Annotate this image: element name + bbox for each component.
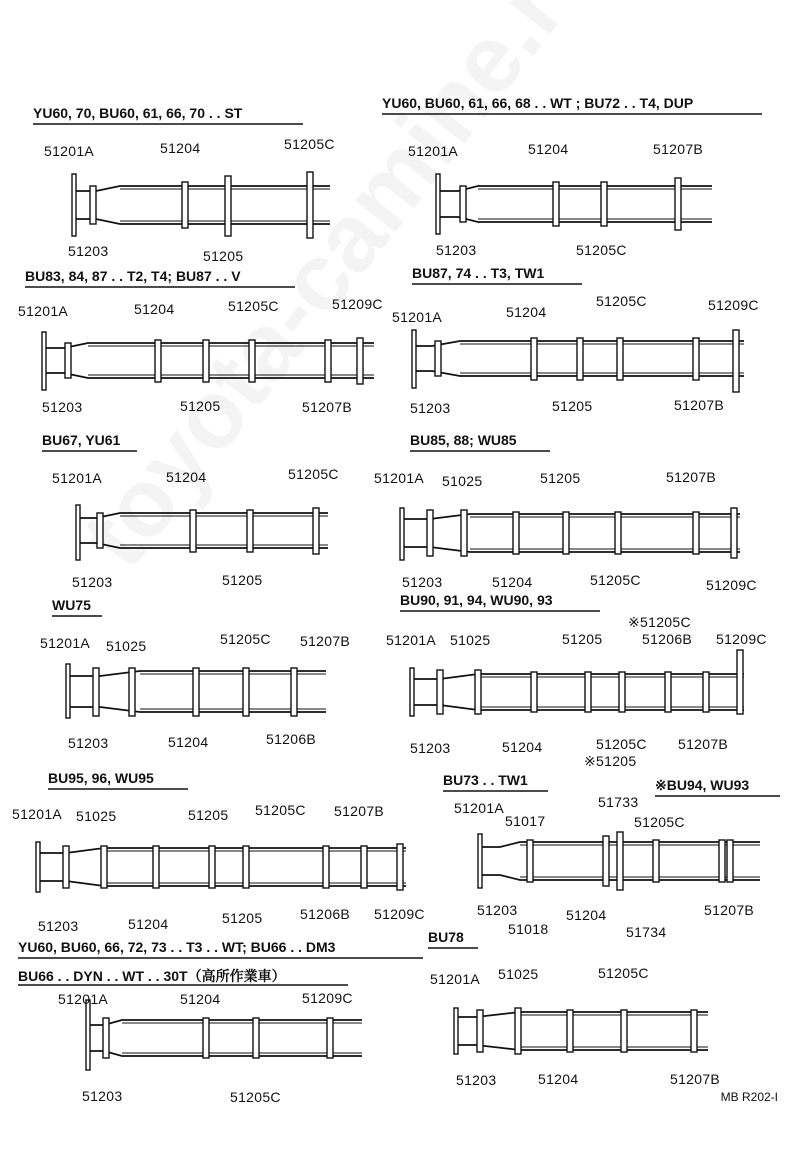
diagram-heading: BU85, 88; WU85 xyxy=(410,432,517,448)
diagram-heading: WU75 xyxy=(52,597,91,613)
part-number-label: 51201A xyxy=(392,309,443,325)
part-number-label: 51203 xyxy=(38,918,79,934)
part-number-label: 51205C xyxy=(230,1089,281,1105)
cross-member xyxy=(691,1010,697,1052)
cross-member xyxy=(103,1018,109,1058)
part-number-label: 51205 xyxy=(540,470,581,486)
cross-member xyxy=(357,338,363,384)
part-number-label: 51204 xyxy=(566,907,607,923)
part-number-label: 51205C xyxy=(220,631,271,647)
cross-member xyxy=(327,1018,333,1058)
cross-member xyxy=(531,338,537,380)
cross-member xyxy=(515,1008,521,1054)
part-number-label: 51203 xyxy=(410,740,451,756)
part-number-label: 51205C xyxy=(255,802,306,818)
part-number-label: 51207B xyxy=(653,141,704,157)
part-number-label: 51205C xyxy=(634,814,685,830)
part-number-label: 51203 xyxy=(456,1072,497,1088)
cross-member xyxy=(243,668,249,716)
part-number-label: 51205 xyxy=(222,910,263,926)
cross-member xyxy=(619,672,625,712)
frame-rail-outline xyxy=(440,186,712,222)
cross-member xyxy=(567,1010,573,1052)
cross-member xyxy=(435,341,441,376)
front-flange-plate xyxy=(478,834,482,888)
cross-member xyxy=(291,668,297,716)
part-number-label: 51203 xyxy=(436,242,477,258)
cross-member xyxy=(427,510,433,556)
frame-rail-drawing xyxy=(410,650,744,716)
part-number-label: 51204 xyxy=(492,574,533,590)
diagram-heading: BU73 . . TW1 xyxy=(443,772,528,788)
frame-rail-drawing xyxy=(400,508,740,560)
front-flange-plate xyxy=(86,1000,90,1070)
part-number-label: 51205C xyxy=(590,572,641,588)
diagram-heading: BU78 xyxy=(428,929,464,945)
part-number-label: 51201A xyxy=(18,303,69,319)
part-number-label: 51203 xyxy=(402,574,443,590)
part-number-label: 51201A xyxy=(40,635,91,651)
cross-member xyxy=(182,182,188,228)
frame-rail-outline xyxy=(38,848,406,886)
part-number-label: 51207B xyxy=(666,469,717,485)
cross-member xyxy=(190,510,196,552)
cross-member xyxy=(101,846,107,888)
cross-member xyxy=(577,338,583,380)
part-number-label: 51733 xyxy=(598,794,639,810)
part-number-label: 51207B xyxy=(334,803,385,819)
part-number-label: 51204 xyxy=(160,140,201,156)
part-number-label: 51209C xyxy=(332,296,383,312)
cross-member xyxy=(733,330,739,392)
front-flange-plate xyxy=(410,668,414,716)
part-number-label: 51207B xyxy=(674,397,725,413)
frame-rail-outline xyxy=(78,513,328,548)
frame-rail-drawing xyxy=(412,330,744,392)
part-number-label: 51204 xyxy=(538,1071,579,1087)
part-number-label: 51025 xyxy=(76,808,117,824)
cross-member xyxy=(675,178,681,230)
part-number-label: 51203 xyxy=(42,399,83,415)
cross-member xyxy=(531,672,537,712)
frame-rail-outline xyxy=(76,186,330,224)
frame-rail-drawing xyxy=(66,664,326,718)
front-flange-plate xyxy=(412,330,416,388)
part-number-label: 51205C xyxy=(596,293,647,309)
cross-member xyxy=(361,846,367,888)
front-flange-plate xyxy=(76,505,80,560)
front-flange-plate xyxy=(454,1008,458,1054)
part-number-label: 51207B xyxy=(300,633,351,649)
part-number-label: 51205 xyxy=(222,572,263,588)
diagram-heading: ※BU94, WU93 xyxy=(655,777,750,793)
diagram-heading: BU83, 84, 87 . . T2, T4; BU87 . . V xyxy=(25,268,241,284)
cross-member xyxy=(437,670,443,714)
diagram-heading: BU95, 96, WU95 xyxy=(48,770,154,786)
front-flange-plate xyxy=(400,508,404,560)
part-number-label: 51201A xyxy=(52,470,103,486)
part-number-label: 51207B xyxy=(670,1071,721,1087)
cross-member xyxy=(617,832,623,890)
part-number-label: 51201A xyxy=(12,806,63,822)
cross-member xyxy=(475,670,481,714)
cross-member xyxy=(325,340,331,382)
diagram-heading: BU66 . . DYN . . WT . . 30T（高所作業車） xyxy=(18,968,286,984)
cross-member xyxy=(615,512,621,554)
part-number-label: 51207B xyxy=(704,902,755,918)
cross-member xyxy=(585,672,591,712)
cross-member xyxy=(209,846,215,888)
frame-rail-drawing xyxy=(436,174,712,234)
part-number-label: 51025 xyxy=(450,632,491,648)
part-number-label: 51204 xyxy=(134,301,175,317)
frame-rail-drawing xyxy=(478,832,760,890)
part-number-label: 51205 xyxy=(562,631,603,647)
cross-member xyxy=(243,846,249,888)
part-number-label: 51201A xyxy=(44,143,95,159)
cross-member xyxy=(727,840,733,882)
part-number-label: 51204 xyxy=(166,469,207,485)
front-flange-plate xyxy=(436,174,440,234)
part-number-label: 51201A xyxy=(430,971,481,987)
cross-member xyxy=(155,340,161,382)
cross-member xyxy=(617,338,623,380)
cross-member xyxy=(323,846,329,888)
cross-member xyxy=(737,650,743,714)
part-number-label: 51201A xyxy=(386,632,437,648)
part-number-label: 51201A xyxy=(408,143,459,159)
cross-member xyxy=(703,672,709,712)
cross-member xyxy=(527,840,533,882)
cross-member xyxy=(193,668,199,716)
part-number-label: 51206B xyxy=(300,906,351,922)
frame-rail-drawing xyxy=(86,1000,362,1070)
frame-rail-drawing xyxy=(76,505,328,560)
part-number-label: 51018 xyxy=(508,921,549,937)
part-number-label: 51205 xyxy=(188,807,229,823)
diagram-heading: YU60, BU60, 61, 66, 68 . . WT ; BU72 . . T4, DUP xyxy=(382,95,694,111)
part-number-label: 51209C xyxy=(706,577,757,593)
part-number-label: 51207B xyxy=(678,736,729,752)
cross-member xyxy=(203,340,209,382)
cross-member xyxy=(225,176,231,236)
part-number-label: 51017 xyxy=(505,813,546,829)
part-number-label: 51205C xyxy=(576,242,627,258)
cross-member xyxy=(693,338,699,380)
cross-member xyxy=(247,510,253,552)
part-number-label: 51205C xyxy=(288,466,339,482)
frame-rail-outline xyxy=(400,514,740,552)
cross-member xyxy=(63,846,69,888)
cross-member xyxy=(129,668,135,716)
part-number-label: 51025 xyxy=(498,966,539,982)
part-number-label: 51204 xyxy=(128,916,169,932)
front-flange-plate xyxy=(66,664,70,718)
cross-member xyxy=(397,844,403,890)
cross-member xyxy=(203,1018,209,1058)
part-number-label: 51209C xyxy=(708,297,759,313)
cross-member xyxy=(253,1018,259,1058)
part-number-label: 51206B xyxy=(642,631,693,647)
frame-rail-drawing xyxy=(454,1008,708,1054)
frame-rail-outline xyxy=(410,674,744,710)
cross-member xyxy=(460,186,466,222)
part-number-label: 51206B xyxy=(266,731,317,747)
cross-member xyxy=(693,512,699,554)
part-number-label: ※51205 xyxy=(584,753,637,769)
part-number-label: 51205C xyxy=(596,736,647,752)
frame-rail-drawing xyxy=(36,842,406,892)
page-code: MB R202-I xyxy=(720,1090,778,1104)
cross-member xyxy=(461,510,467,556)
part-number-label: 51204 xyxy=(180,991,221,1007)
cross-member xyxy=(90,186,96,224)
frame-rail-outline xyxy=(456,1012,708,1050)
cross-member xyxy=(65,343,71,378)
part-number-label: 51204 xyxy=(506,304,547,320)
cross-member xyxy=(313,508,319,554)
frame-rail-outline xyxy=(88,1020,362,1056)
part-number-label: 51025 xyxy=(106,638,147,654)
part-number-label: ※51205C xyxy=(628,614,691,630)
diagram-heading: BU87, 74 . . T3, TW1 xyxy=(412,265,545,281)
cross-member xyxy=(97,513,103,548)
diagram-heading: BU67, YU61 xyxy=(42,432,121,448)
part-number-label: 51201A xyxy=(454,800,505,816)
front-flange-plate xyxy=(36,842,40,892)
cross-member xyxy=(601,182,607,226)
part-number-label: 51734 xyxy=(626,924,667,940)
part-number-label: 51025 xyxy=(442,473,483,489)
cross-member xyxy=(665,672,671,712)
cross-member xyxy=(653,840,659,882)
part-number-label: 51203 xyxy=(68,243,109,259)
cross-member xyxy=(553,182,559,226)
cross-member xyxy=(249,340,255,382)
cross-member xyxy=(153,846,159,888)
part-number-label: 51203 xyxy=(477,902,518,918)
cross-member xyxy=(731,508,737,558)
part-number-label: 51203 xyxy=(72,574,113,590)
cross-member xyxy=(477,1010,483,1052)
cross-member xyxy=(621,1010,627,1052)
frame-rail-drawing xyxy=(42,332,374,390)
part-number-label: 51209C xyxy=(302,990,353,1006)
part-number-label: 51205C xyxy=(598,965,649,981)
cross-member xyxy=(719,840,725,882)
part-number-label: 51209C xyxy=(374,906,425,922)
part-number-label: 51204 xyxy=(168,734,209,750)
cross-member xyxy=(93,668,99,716)
front-flange-plate xyxy=(42,332,46,390)
part-number-label: 51209C xyxy=(716,631,767,647)
part-number-label: 51203 xyxy=(68,735,109,751)
part-number-label: 51205 xyxy=(203,248,244,264)
cross-member xyxy=(563,512,569,554)
part-number-label: 51207B xyxy=(302,399,353,415)
part-number-label: 51201A xyxy=(58,991,109,1007)
part-number-label: 51203 xyxy=(410,400,451,416)
front-flange-plate xyxy=(72,174,76,236)
part-number-label: 51201A xyxy=(374,470,425,486)
part-number-label: 51205C xyxy=(284,136,335,152)
part-number-label: 51205C xyxy=(228,298,279,314)
diagram-heading: BU90, 91, 94, WU90, 93 xyxy=(400,592,553,608)
cross-member xyxy=(603,836,609,886)
part-number-label: 51205 xyxy=(180,398,221,414)
cross-member xyxy=(513,512,519,554)
diagram-heading: YU60, BU60, 66, 72, 73 . . T3 . . WT; BU66 . . DM3 xyxy=(18,939,336,955)
part-number-label: 51204 xyxy=(528,141,569,157)
frame-rail-drawing xyxy=(72,172,330,238)
diagram-heading: YU60, 70, BU60, 61, 66, 70 . . ST xyxy=(33,105,243,121)
part-number-label: 51204 xyxy=(502,739,543,755)
cross-member xyxy=(307,172,313,238)
part-number-label: 51203 xyxy=(82,1088,123,1104)
part-number-label: 51205 xyxy=(552,398,593,414)
